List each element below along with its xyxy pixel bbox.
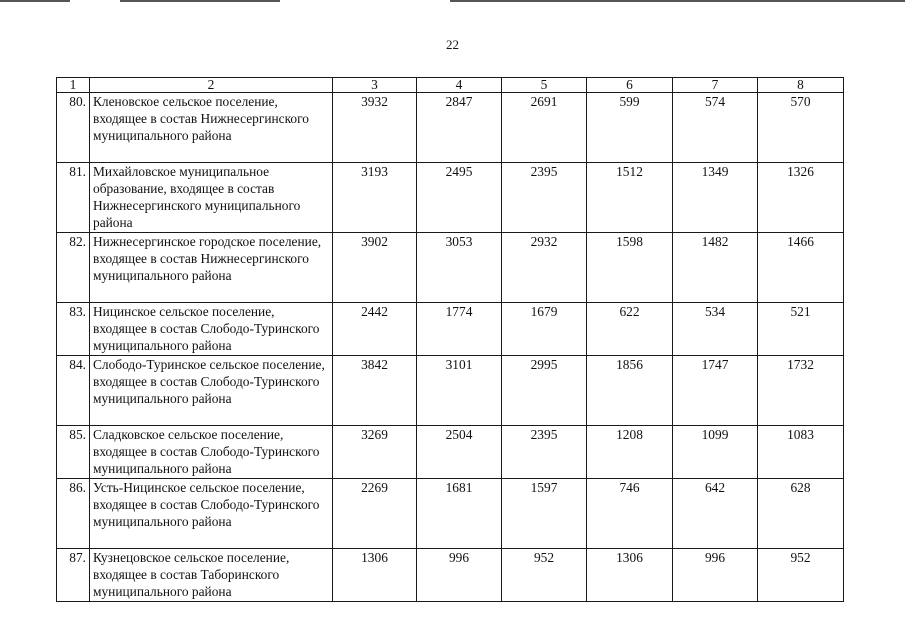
value-cell: 1306 xyxy=(333,549,417,602)
table-row xyxy=(57,233,844,303)
header-cell: 4 xyxy=(417,78,502,93)
scan-edge-line-left xyxy=(0,0,70,2)
value-cell: 628 xyxy=(758,479,844,549)
scan-edge-line-right xyxy=(450,0,905,2)
value-cell: 952 xyxy=(758,549,844,602)
value-cell: 996 xyxy=(673,549,758,602)
value-cell: 3053 xyxy=(417,233,502,303)
value-cell: 2847 xyxy=(417,93,502,163)
value-cell: 2932 xyxy=(502,233,587,303)
scan-edge-line-mid xyxy=(120,0,280,2)
table-row xyxy=(57,549,844,602)
value-cell: 599 xyxy=(587,93,673,163)
row-number: 85. xyxy=(57,426,90,479)
value-cell: 1306 xyxy=(587,549,673,602)
value-cell: 996 xyxy=(417,549,502,602)
value-cell: 2395 xyxy=(502,163,587,233)
value-cell: 2504 xyxy=(417,426,502,479)
value-cell: 1208 xyxy=(587,426,673,479)
value-cell: 622 xyxy=(587,303,673,356)
header-cell: 5 xyxy=(502,78,587,93)
table-row xyxy=(57,479,844,549)
value-cell: 3269 xyxy=(333,426,417,479)
header-cell: 3 xyxy=(333,78,417,93)
settlement-name: Сладковское сельское поселение, входящее в состав Слободо-Туринского муниципального района xyxy=(90,426,333,479)
value-cell: 1326 xyxy=(758,163,844,233)
row-number: 86. xyxy=(57,479,90,549)
value-cell: 534 xyxy=(673,303,758,356)
table-row xyxy=(57,426,844,479)
row-number: 87. xyxy=(57,549,90,602)
value-cell: 952 xyxy=(502,549,587,602)
value-cell: 1681 xyxy=(417,479,502,549)
value-cell: 2691 xyxy=(502,93,587,163)
value-cell: 3932 xyxy=(333,93,417,163)
value-cell: 3842 xyxy=(333,356,417,426)
value-cell: 1774 xyxy=(417,303,502,356)
header-row xyxy=(57,78,844,93)
row-number: 82. xyxy=(57,233,90,303)
value-cell: 1512 xyxy=(587,163,673,233)
value-cell: 3193 xyxy=(333,163,417,233)
header-cell: 2 xyxy=(90,78,333,93)
value-cell: 1597 xyxy=(502,479,587,549)
row-number: 80. xyxy=(57,93,90,163)
value-cell: 1099 xyxy=(673,426,758,479)
settlement-name: Кузнецовское сельское поселение, входящее в состав Таборинского муниципального района xyxy=(90,549,333,602)
value-cell: 1732 xyxy=(758,356,844,426)
value-cell: 1598 xyxy=(587,233,673,303)
header-cell: 6 xyxy=(587,78,673,93)
table-row xyxy=(57,93,844,163)
settlement-name: Михайловское муниципальное образование, входящее в состав Нижнесергинского муниципального района xyxy=(90,163,333,233)
value-cell: 1679 xyxy=(502,303,587,356)
header-cell: 7 xyxy=(673,78,758,93)
row-number: 84. xyxy=(57,356,90,426)
value-cell: 2395 xyxy=(502,426,587,479)
header-cell: 1 xyxy=(57,78,90,93)
value-cell: 1747 xyxy=(673,356,758,426)
table-row xyxy=(57,163,844,233)
value-cell: 574 xyxy=(673,93,758,163)
table-row xyxy=(57,356,844,426)
page-number: 22 xyxy=(446,37,459,52)
value-cell: 570 xyxy=(758,93,844,163)
row-number: 83. xyxy=(57,303,90,356)
data-table xyxy=(56,77,844,602)
value-cell: 1482 xyxy=(673,233,758,303)
value-cell: 1083 xyxy=(758,426,844,479)
row-number: 81. xyxy=(57,163,90,233)
value-cell: 2495 xyxy=(417,163,502,233)
value-cell: 746 xyxy=(587,479,673,549)
value-cell: 1856 xyxy=(587,356,673,426)
settlement-name: Усть-Ницинское сельское поселение, входящее в состав Слободо-Туринского муниципального района xyxy=(90,479,333,549)
table-row xyxy=(57,303,844,356)
value-cell: 2442 xyxy=(333,303,417,356)
value-cell: 1349 xyxy=(673,163,758,233)
value-cell: 642 xyxy=(673,479,758,549)
value-cell: 2269 xyxy=(333,479,417,549)
header-cell: 8 xyxy=(758,78,844,93)
value-cell: 521 xyxy=(758,303,844,356)
settlement-name: Слободо-Туринское сельское поселение, входящее в состав Слободо-Туринского муниципального района xyxy=(90,356,333,426)
value-cell: 2995 xyxy=(502,356,587,426)
settlement-name: Нижнесергинское городское поселение, входящее в состав Нижнесергинского муниципального района xyxy=(90,233,333,303)
value-cell: 1466 xyxy=(758,233,844,303)
value-cell: 3902 xyxy=(333,233,417,303)
value-cell: 3101 xyxy=(417,356,502,426)
settlement-name: Кленовское сельское поселение, входящее в состав Нижнесергинского муниципального района xyxy=(90,93,333,163)
settlement-name: Ницинское сельское поселение, входящее в состав Слободо-Туринского муниципального района xyxy=(90,303,333,356)
